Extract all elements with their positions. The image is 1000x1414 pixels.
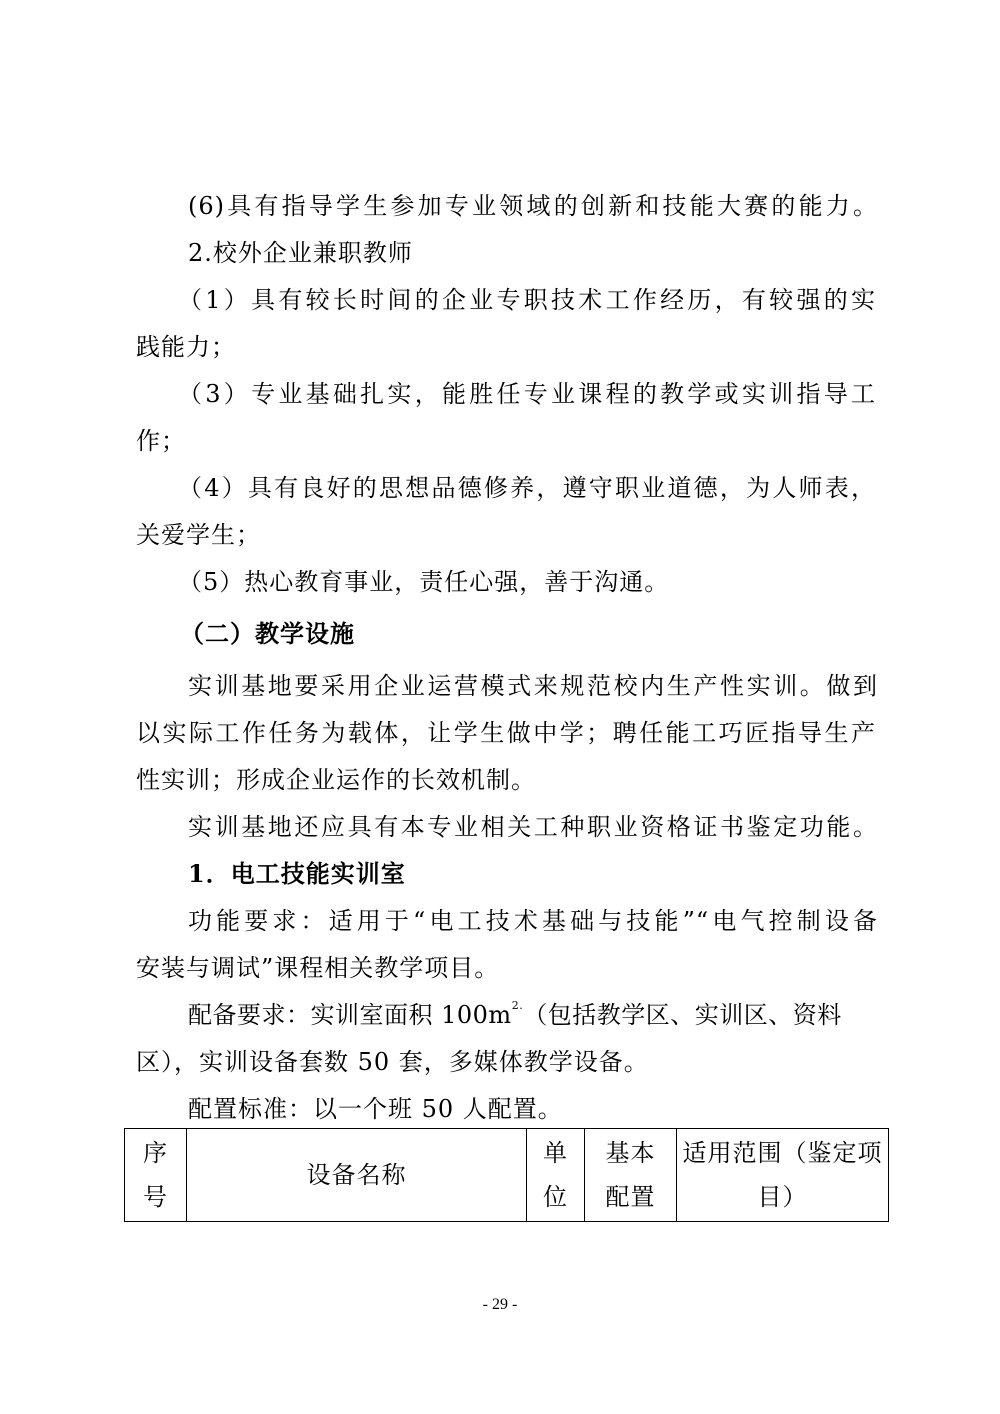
subheading-electrical-lab: 1．电工技能实训室 bbox=[188, 859, 406, 888]
paragraph-line: （3）专业基础扎实，能胜任专业课程的教学或实训指导工 bbox=[178, 380, 876, 408]
area-text: 配备要求：实训室面积 100m bbox=[188, 1001, 512, 1029]
paragraph-line: （1）具有较长时间的企业专职技术工作经历，有较强的实 bbox=[178, 286, 876, 314]
paragraph-line: 功能要求：适用于“电工技术基础与技能”“电气控制设备 bbox=[188, 907, 878, 935]
paragraph-line: 践能力； bbox=[136, 333, 236, 361]
paragraph-line: 区），实训设备套数 50 套，多媒体教学设备。 bbox=[136, 1048, 649, 1076]
paragraph-line: 关爱学生； bbox=[136, 521, 261, 549]
paragraph-line: 作； bbox=[136, 427, 186, 455]
area-superscript: 2. bbox=[511, 999, 524, 1012]
subheading-part-time-teachers: 2.校外企业兼职教师 bbox=[188, 239, 413, 267]
section-heading-teaching-facilities: （二）教学设施 bbox=[180, 619, 355, 648]
equipment-table bbox=[124, 1128, 889, 1222]
paragraph-line: （5）热心教育事业，责任心强，善于沟通。 bbox=[178, 568, 670, 596]
paragraph-line: 配置标准：以一个班 50 人配置。 bbox=[188, 1095, 563, 1123]
header-scope: 适用范围（鉴定项 目） bbox=[677, 1129, 889, 1222]
paragraph-line: 实训基地要采用企业运营模式来规范校内生产性实训。做到 bbox=[188, 672, 878, 700]
paragraph-line-area bbox=[188, 995, 878, 1035]
page-number: - 29 - bbox=[482, 1296, 518, 1313]
paragraph-line: 以实际工作任务为载体，让学生做中学；聘任能工巧匠指导生产 bbox=[136, 719, 876, 747]
paragraph-line: (6)具有指导学生参加专业领域的创新和技能大赛的能力。 bbox=[188, 192, 878, 220]
header-basic-config: 基本 配置 bbox=[585, 1129, 677, 1222]
header-unit: 单 位 bbox=[527, 1129, 585, 1222]
paragraph-line: （4）具有良好的思想品德修养，遵守职业道德，为人师表， bbox=[178, 474, 876, 502]
header-serial-no: 序 号 bbox=[125, 1129, 187, 1222]
paragraph-line: 性实训；形成企业运作的长效机制。 bbox=[136, 766, 536, 794]
paragraph-line: 安装与调试”课程相关教学项目。 bbox=[136, 954, 500, 982]
paragraph-line: 实训基地还应具有本专业相关工种职业资格证书鉴定功能。 bbox=[188, 813, 878, 841]
area-text-cont: （包括教学区、实训区、资料 bbox=[523, 1001, 842, 1029]
header-equipment-name: 设备名称 bbox=[187, 1129, 527, 1222]
table-header-row bbox=[125, 1129, 889, 1222]
